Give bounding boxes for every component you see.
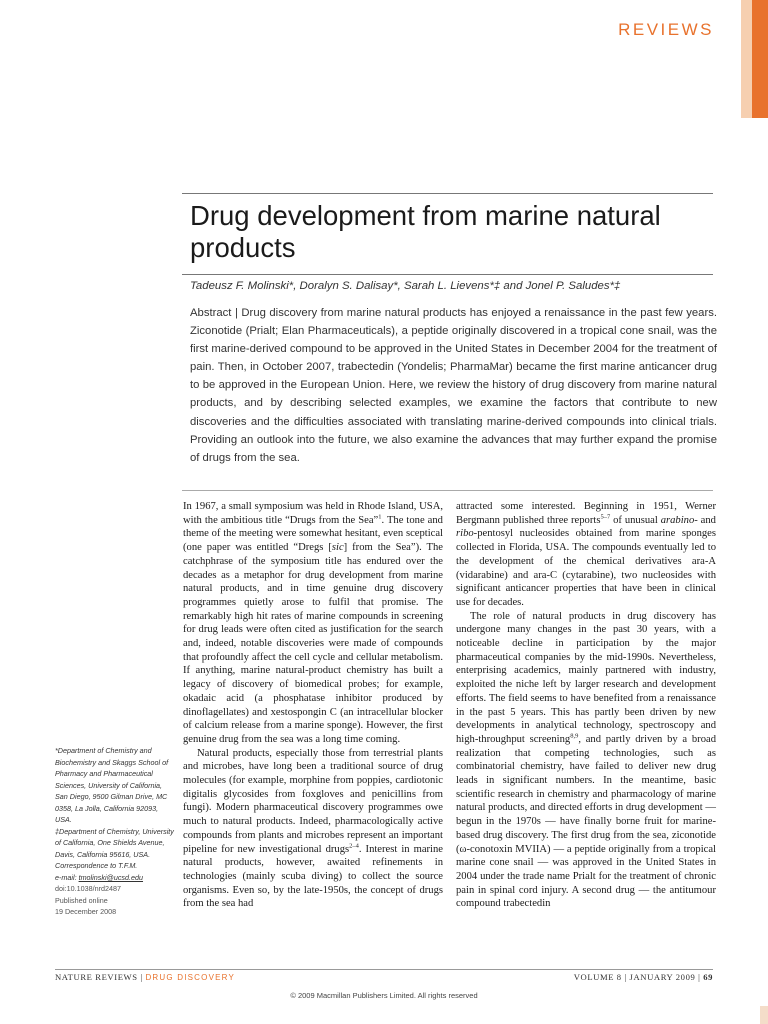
email-label: e-mail:	[55, 872, 79, 882]
text-run: ] from the Sea”). The catchphrase of the symposium title has endured over the decades as a metaphor for drug development from marine natural products, and in time genuine drug discovery programmes quietly arose to fulfil that promise. The remarkably high hit rates of marine compounds in screening for drug leads were often cited as justification for the search and, indeed, notable discoveries were made of compounds that profoundly affect the cell cycle and cellular metabolism. If anything, marine natural-product chemistry has built a legacy of discovery of biomedical probes; for example, okadaic acid (a phosphatase inhibitor produced by dinoflagellates) and xestospongin C (an intracellular blocker of calcium release from a marine sponge). However, the first genuine drug from the sea was a long time coming.	[183, 542, 443, 745]
copyright-notice: © 2009 Macmillan Publishers Limited. All rights reserved	[290, 991, 478, 1000]
volume-issue: VOLUME 8 | JANUARY 2009 |	[573, 972, 704, 982]
text-run: . The tone and theme of the meeting were somewhat hesitant, even sceptical (one paper was entitled “Dregs [	[183, 514, 443, 554]
text-run: -pentosyl nucleosides obtained from marine sponges collected in Florida, USA. The compounds eventually led to the development of the chemical derivatives ara-A (vidarabine) and ara-C (cytarabine), two nucleosides with significant anticancer properties that have been in clinical use for decades.	[456, 528, 716, 608]
col2-paragraph-2	[456, 610, 716, 911]
text-run: - and	[694, 514, 716, 526]
reference-superscript: 2–4	[349, 842, 359, 850]
article-abstract: Abstract | Drug discovery from marine natural products has enjoyed a renaissance in the past few years. Ziconotide (Prialt; Elan Pharmaceuticals), a peptide originally discovered in a tropical cone snail, was the first marine-derived compound to be approved in the United States in December 2004 for the treatment of pain. Then, in October 2007, trabectedin (Yondelis; PharmaMar) became the first marine anticancer drug to be approved in the European Union. Here, we review the history of drug discovery from marine natural products, and by describing selected examples, we examine the factors that contribute to new discoveries and the difficulties associated with translating marine-derived compounds into clinical trials. Providing an outlook into the future, we also examine the advances that may further expand the promise of drugs from the sea.	[190, 307, 717, 464]
section-label: REVIEWS	[618, 20, 714, 39]
correspondence: Correspondence to T.F.M.	[55, 861, 138, 870]
text-run: , and partly driven by a broad realization that competing technologies, such as combinatorial chemistry, have failed to deliver new drug leads in significant numbers. In the meantime, basic scientific research in chemistry and pharmacology of marine natural products, and directed efforts in drug development — begun in the 1970s — have finally borne fruit for marine-based drug discovery. The first drug from the sea, ziconotide (ω-conotoxin MVIIA) — a peptide originally from a tropical marine cone snail — was approved in the United States in 2004 under the trade name Prialt for the treatment of chronic pain in spinal cord injury. A second drug — the antitumour compound trabectedin	[456, 733, 716, 910]
footer-rule	[55, 969, 713, 970]
doi: doi:10.1038/nrd2487	[55, 884, 121, 893]
body-column-2	[456, 500, 716, 911]
text-run: attracted some interested. Beginning in 1951, Werner Bergmann published three reports	[456, 501, 716, 526]
col2-paragraph-1	[456, 500, 716, 610]
journal-section: DRUG DISCOVERY	[145, 973, 236, 982]
page-number: 69	[703, 972, 713, 982]
text-run: Natural products, especially those from terrestrial plants and microbes, have long been a traditional source of drug molecules (for example, morphine from poppies, cardiotonic digitalis glycosides from foxgloves and penicillins from fungi). Modern pharmaceutical discovery programmes owe much to natural products. Indeed, pharmacologically active compounds from plants and microbes represent an important pipeline for new investigational drugs	[183, 747, 443, 855]
footer-journal	[55, 972, 235, 982]
margin-tab	[752, 0, 768, 118]
text-run: In 1967, a small symposium was held in Rhode Island, USA, with the ambitious title “Drugs from the Sea”	[183, 501, 443, 526]
published-date: 19 December 2008	[55, 907, 117, 916]
reference-superscript: 5–7	[600, 513, 611, 521]
reference-superscript: 1	[378, 513, 382, 521]
body-column-1	[183, 500, 443, 911]
article-title: Drug development from marine natural products	[190, 200, 661, 263]
italic-text: ribo	[456, 528, 474, 540]
text-run: The role of natural products in drug discovery has undergone many changes in the past 30 years, with a noticeable decline in participation by the major pharmaceutical companies by the mid-1990s. Nevertheless, enterprising academics, mainly partnered with industry, exploited the niche left by larger research and development efforts. The field seems to have benefited from a renaissance in the past 5 years. This has partly been driven by new developments in analytical technology, spectroscopy and high-throughput screening	[456, 610, 716, 745]
published-label: Published online	[55, 895, 108, 905]
text-run: of unusual	[610, 514, 661, 526]
margin-tab-light	[741, 0, 752, 118]
col1-paragraph-2	[183, 747, 443, 911]
affiliation-2: ‡Department of Chemistry, University of California, One Shields Avenue, Davis, California 95616, USA.	[55, 826, 174, 859]
abstract-rule	[182, 490, 713, 491]
text-run: . Interest in marine natural products, however, awaited refinements in technologies (mainly scuba diving) to collect the source organisms. Even so, by the late-1950s, the concept of drugs from the sea had	[183, 843, 443, 910]
affiliation-1: *Department of Chemistry and Biochemistry and Skaggs School of Pharmacy and Pharmaceutical Sciences, University of California, San Diego, 9500 Gilman Drive, MC 0358, La Jolla, California 92093, USA.	[55, 746, 169, 824]
email-link[interactable]: tmolinski@ucsd.edu	[78, 872, 144, 882]
title-rule	[182, 193, 713, 194]
journal-name: NATURE REVIEWS |	[55, 972, 146, 982]
authors-rule	[182, 274, 713, 275]
col1-paragraph-1	[183, 500, 443, 747]
affiliations-sidenote	[55, 745, 175, 918]
email-line	[55, 872, 175, 884]
italic-text: arabino	[660, 514, 695, 526]
italic-text: sic	[331, 542, 344, 554]
reference-superscript: 8,9	[570, 732, 579, 740]
article-authors: Tadeusz F. Molinski*, Doralyn S. Dalisay*, Sarah L. Lievens*‡ and Jonel P. Saludes*‡	[190, 280, 621, 292]
corner-block	[760, 1006, 768, 1024]
footer-volume	[574, 972, 713, 982]
